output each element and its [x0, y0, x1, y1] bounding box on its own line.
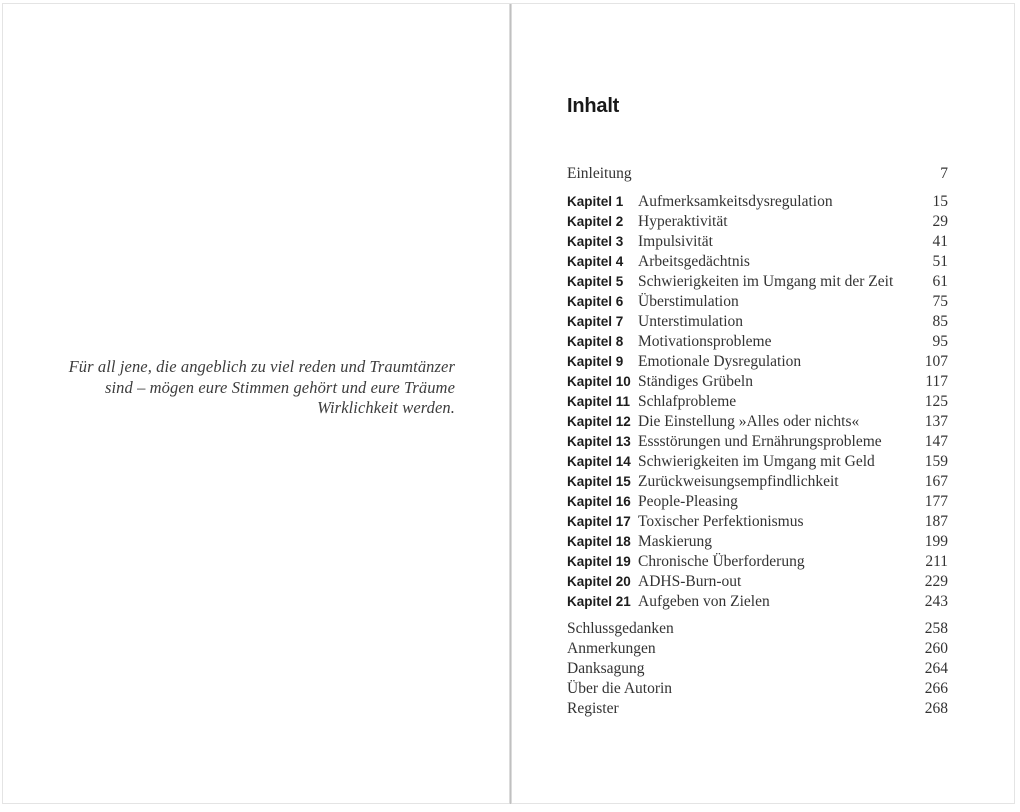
page-number: 243 [924, 593, 948, 610]
chapter-title: Die Einstellung »Alles oder nichts« [638, 413, 860, 430]
chapter-title: Aufgeben von Zielen [638, 593, 770, 610]
toc-row-schlussgedanken [567, 619, 948, 639]
toc-row-danksagung [567, 659, 948, 679]
toc-back-matter [567, 619, 948, 719]
chapter-label: Kapitel 1 [567, 194, 624, 209]
chapter-label: Kapitel 9 [567, 354, 624, 369]
chapter-label: Kapitel 11 [567, 394, 631, 409]
page-number: 137 [924, 413, 948, 430]
toc-chapter-row [567, 312, 948, 332]
chapter-title: Schlafprobleme [638, 393, 737, 410]
toc-chapter-row [567, 552, 948, 572]
book-gutter-divider [509, 4, 512, 804]
page-number: 125 [924, 393, 948, 410]
toc-chapter-row [567, 592, 948, 612]
page-number: 51 [932, 253, 948, 270]
chapter-title: Aufmerksamkeitsdysregulation [638, 193, 833, 210]
toc-row-register [567, 699, 948, 719]
toc-chapters [567, 192, 948, 612]
entry-title: Danksagung [567, 660, 645, 677]
page-number: 95 [932, 333, 948, 350]
chapter-title: Toxischer Perfektionismus [638, 513, 804, 530]
toc-front-matter [567, 164, 948, 184]
entry-title: Register [567, 700, 619, 717]
toc-chapter-row [567, 392, 948, 412]
chapter-label: Kapitel 8 [567, 334, 624, 349]
page-number: 266 [924, 680, 948, 697]
chapter-label: Kapitel 12 [567, 414, 631, 429]
page-number: 117 [925, 373, 948, 390]
page-number: 15 [932, 193, 948, 210]
chapter-label: Kapitel 6 [567, 294, 624, 309]
chapter-title: ADHS-Burn-out [638, 573, 742, 590]
chapter-label: Kapitel 18 [567, 534, 631, 549]
toc-chapter-row [567, 452, 948, 472]
page-number: 107 [924, 353, 948, 370]
entry-title: Schlussgedanken [567, 620, 674, 637]
toc-chapter-row [567, 272, 948, 292]
chapter-label: Kapitel 10 [567, 374, 631, 389]
page-number: 177 [924, 493, 948, 510]
chapter-label: Kapitel 3 [567, 234, 624, 249]
page-number: 258 [924, 620, 948, 637]
toc-chapter-row [567, 352, 948, 372]
page-number: 268 [924, 700, 948, 717]
toc-row-anmerkungen [567, 639, 948, 659]
page-number: 211 [925, 553, 948, 570]
toc-row-einleitung [567, 164, 948, 184]
toc-chapter-row [567, 472, 948, 492]
table-of-contents [567, 0, 948, 812]
entry-title: Anmerkungen [567, 640, 656, 657]
page-number: 7 [940, 165, 948, 182]
chapter-label: Kapitel 16 [567, 494, 631, 509]
page-number: 75 [932, 293, 948, 310]
chapter-label: Kapitel 5 [567, 274, 624, 289]
page-number: 147 [924, 433, 948, 450]
toc-heading: Inhalt [567, 95, 620, 117]
page-number: 41 [932, 233, 948, 250]
toc-row-ueber-die-autorin [567, 679, 948, 699]
chapter-title: Ständiges Grübeln [638, 373, 753, 390]
chapter-label: Kapitel 15 [567, 474, 631, 489]
page-number: 85 [932, 313, 948, 330]
toc-chapter-row [567, 572, 948, 592]
chapter-title: Arbeitsgedächtnis [638, 253, 750, 270]
chapter-title: Schwierigkeiten im Umgang mit Geld [638, 453, 875, 470]
dedication-line: Wirklichkeit werden. [317, 398, 455, 417]
entry-title: Über die Autorin [567, 680, 673, 697]
toc-chapter-row [567, 232, 948, 252]
toc-chapter-row [567, 512, 948, 532]
page-number: 229 [924, 573, 948, 590]
chapter-title: Motivationsprobleme [638, 333, 772, 350]
chapter-title: Überstimulation [638, 293, 739, 310]
toc-chapter-row [567, 252, 948, 272]
dedication-line: sind – mögen eure Stimmen gehört und eure Träume [104, 377, 455, 397]
toc-chapter-row [567, 532, 948, 552]
page-number: 199 [924, 533, 948, 550]
chapter-label: Kapitel 4 [567, 254, 624, 269]
toc-chapter-row [567, 412, 948, 432]
toc-chapter-row [567, 212, 948, 232]
chapter-title: Hyperaktivität [638, 213, 728, 230]
chapter-title: Impulsivität [638, 233, 713, 250]
chapter-title: Emotionale Dysregulation [638, 353, 802, 370]
chapter-title: Maskierung [638, 533, 713, 550]
chapter-label: Kapitel 21 [567, 594, 631, 609]
chapter-label: Kapitel 20 [567, 574, 631, 589]
chapter-label: Kapitel 19 [567, 554, 631, 569]
chapter-title: Essstörungen und Ernährungsprobleme [638, 433, 882, 450]
dedication [58, 357, 455, 419]
page-number: 159 [924, 453, 948, 470]
toc-chapter-row [567, 332, 948, 352]
chapter-title: Schwierigkeiten im Umgang mit der Zeit [638, 273, 894, 290]
chapter-title: Unterstimulation [638, 313, 744, 330]
chapter-title: People-Pleasing [638, 493, 738, 510]
chapter-label: Kapitel 2 [567, 214, 624, 229]
toc-chapter-row [567, 192, 948, 212]
toc-chapter-row [567, 432, 948, 452]
page-number: 29 [932, 213, 948, 230]
chapter-title: Chronische Überforderung [638, 553, 805, 570]
page-number: 167 [924, 473, 948, 490]
chapter-label: Kapitel 7 [567, 314, 624, 329]
page-number: 187 [924, 513, 948, 530]
toc-chapter-row [567, 492, 948, 512]
page-number: 264 [924, 660, 948, 677]
toc-chapter-row [567, 372, 948, 392]
chapter-title: Zurückweisungsempfindlichkeit [638, 473, 839, 490]
chapter-label: Kapitel 17 [567, 514, 631, 529]
page-number: 260 [924, 640, 948, 657]
toc-chapter-row [567, 292, 948, 312]
chapter-label: Kapitel 14 [567, 454, 631, 469]
page-number: 61 [932, 273, 948, 290]
entry-title: Einleitung [567, 165, 632, 182]
dedication-line: Für all jene, die angeblich zu viel reden und Traumtänzer [68, 357, 455, 376]
chapter-label: Kapitel 13 [567, 434, 631, 449]
